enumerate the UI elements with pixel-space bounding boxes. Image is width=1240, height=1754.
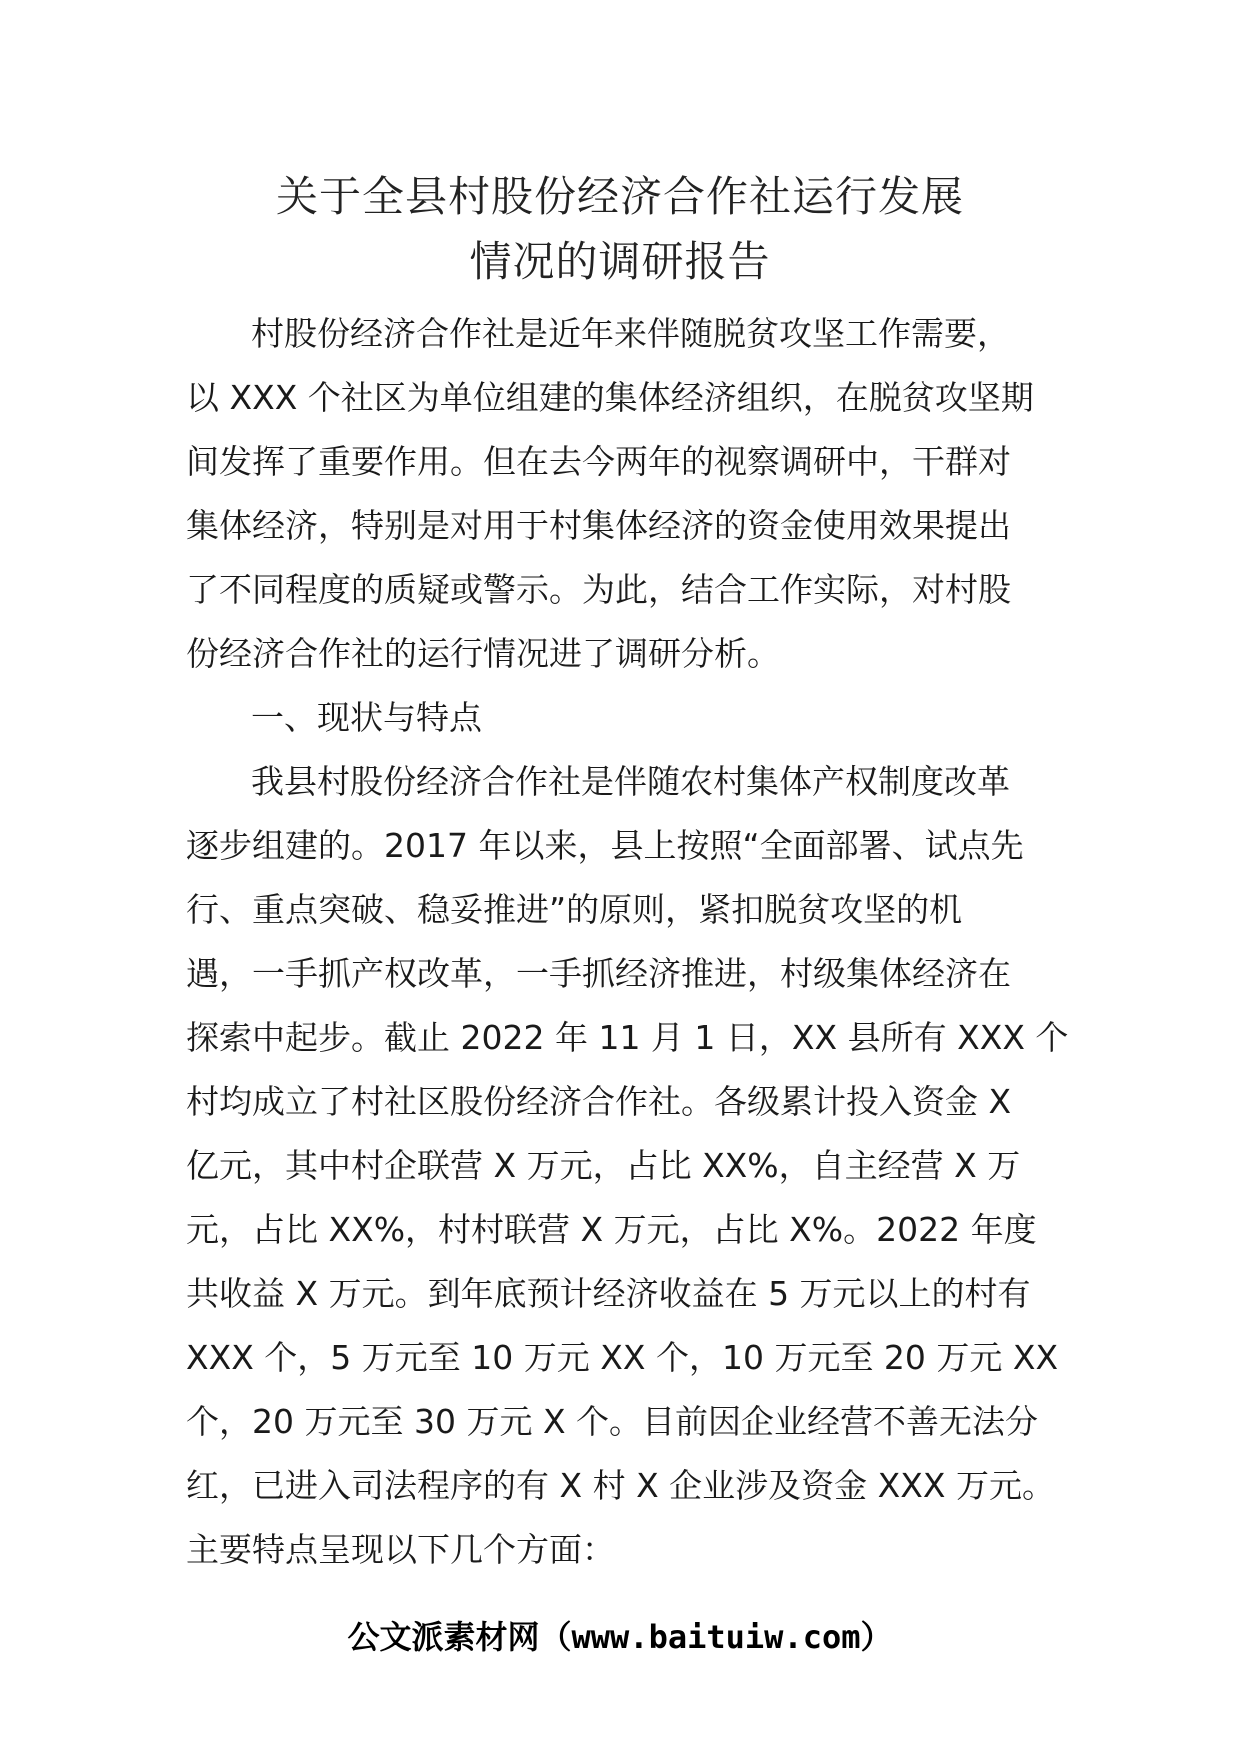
section-heading-1: 一、现状与特点 bbox=[251, 698, 482, 737]
paragraph-2-line-6: 村均成立了村社区股份经济合作社。各级累计投入资金 X bbox=[186, 1082, 1012, 1121]
paragraph-2-line-2: 逐步组建的。2017 年以来，县上按照“全面部署、试点先 bbox=[186, 826, 1024, 865]
paragraph-1-line-6: 份经济合作社的运行情况进了调研分析。 bbox=[186, 634, 780, 673]
paragraph-2-line-9: 共收益 X 万元。到年底预计经济收益在 5 万元以上的村有 bbox=[186, 1274, 1031, 1313]
footer-url[interactable]: （www.baituiw.com） bbox=[539, 1618, 893, 1656]
document-title-line-2: 情况的调研报告 bbox=[469, 237, 771, 286]
paragraph-1-line-4: 集体经济，特别是对用于村集体经济的资金使用效果提出 bbox=[186, 506, 1011, 545]
footer-site-name: 公文派素材网 bbox=[347, 1618, 540, 1656]
footer-watermark bbox=[0, 1609, 1240, 1665]
document-title-line-1: 关于全县村股份经济合作社运行发展 bbox=[275, 172, 964, 221]
paragraph-1-line-2: 以 XXX 个社区为单位组建的集体经济组织，在脱贫攻坚期 bbox=[186, 378, 1034, 417]
paragraph-2-line-12: 红，已进入司法程序的有 X 村 X 企业涉及资金 XXX 万元。 bbox=[186, 1466, 1055, 1505]
paragraph-2-line-1: 我县村股份经济合作社是伴随农村集体产权制度改革 bbox=[251, 762, 1010, 801]
paragraph-2-line-3: 行、重点突破、稳妥推进”的原则，紧扣脱贫攻坚的机 bbox=[186, 890, 963, 929]
paragraph-2-line-7: 亿元，其中村企联营 X 万元，占比 XX%，自主经营 X 万 bbox=[186, 1146, 1021, 1185]
paragraph-1-line-5: 了不同程度的质疑或警示。为此，结合工作实际，对村股 bbox=[186, 570, 1011, 609]
paragraph-2-line-8: 元，占比 XX%，村村联营 X 万元，占比 X%。2022 年度 bbox=[186, 1210, 1037, 1249]
paragraph-2-line-10: XXX 个，5 万元至 10 万元 XX 个，10 万元至 20 万元 XX bbox=[186, 1338, 1059, 1377]
paragraph-2-line-4: 遇，一手抓产权改革，一手抓经济推进，村级集体经济在 bbox=[186, 954, 1011, 993]
paragraph-2-line-5: 探索中起步。截止 2022 年 11 月 1 日，XX 县所有 XXX 个 bbox=[186, 1018, 1069, 1057]
paragraph-2-line-13: 主要特点呈现以下几个方面： bbox=[186, 1530, 615, 1569]
paragraph-2-line-11: 个，20 万元至 30 万元 X 个。目前因企业经营不善无法分 bbox=[186, 1402, 1039, 1441]
paragraph-1-line-3: 间发挥了重要作用。但在去今两年的视察调研中，干群对 bbox=[186, 442, 1011, 481]
paragraph-1-line-1: 村股份经济合作社是近年来伴随脱贫攻坚工作需要， bbox=[251, 314, 1010, 353]
